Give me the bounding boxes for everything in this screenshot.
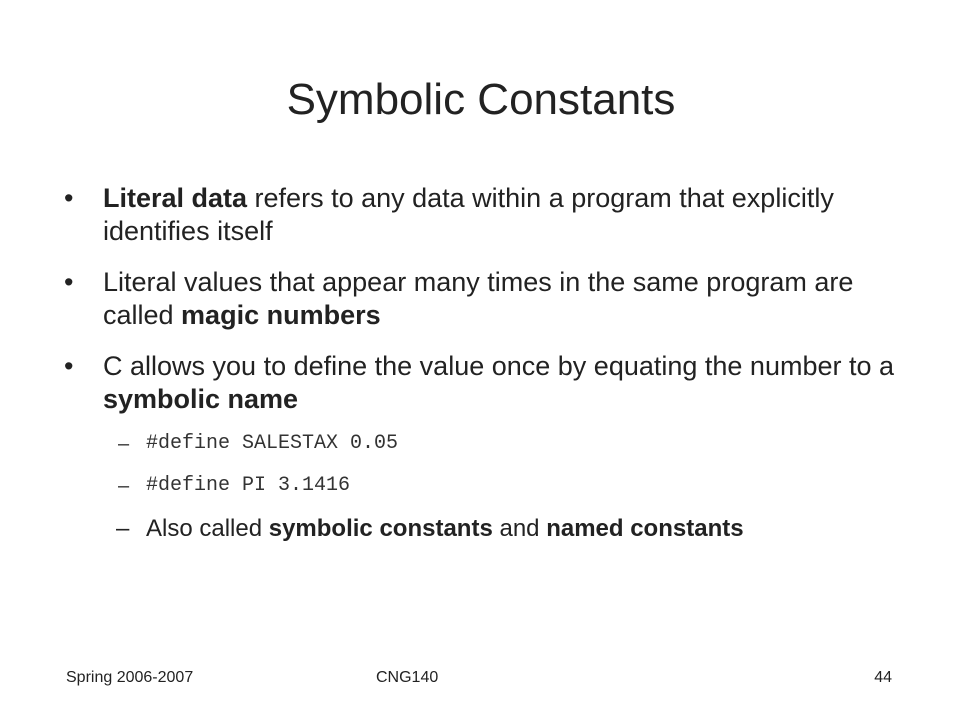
bullet-text: Literal values that appear many times in the same program are called <box>103 267 854 330</box>
bullet-term: magic numbers <box>181 300 381 330</box>
code-text: #define PI 3.1416 <box>146 474 351 497</box>
sub-bullet-dash: – <box>118 475 130 497</box>
sub-bullet-text: Also called <box>146 515 269 542</box>
bullet-marker: • <box>64 351 74 381</box>
footer-page-number: 44 <box>874 669 892 686</box>
sub-bullet-dash: – <box>116 515 130 542</box>
code-example-salestax <box>60 430 840 458</box>
sub-bullet-term: named constants <box>546 515 744 542</box>
bullet-term: Literal data <box>103 183 248 213</box>
sub-bullet-text: and <box>492 515 547 542</box>
bullet-symbolic-name <box>60 350 900 416</box>
footer-date: Spring 2006-2007 <box>66 669 194 686</box>
bullet-magic-numbers <box>60 266 900 332</box>
sub-bullet-list <box>60 430 840 544</box>
bullet-marker: • <box>64 183 74 213</box>
slide-title: Symbolic Constants <box>286 75 676 124</box>
sub-bullet-term: symbolic constants <box>268 515 493 542</box>
sub-bullet-dash: – <box>118 433 130 455</box>
bullet-list <box>60 182 900 434</box>
code-text: #define SALESTAX 0.05 <box>146 432 399 455</box>
bullet-text: C allows you to define the value once by equating the number to a <box>103 351 895 381</box>
bullet-term: symbolic name <box>103 384 299 414</box>
bullet-marker: • <box>64 267 74 297</box>
bullet-literal-data <box>60 182 900 248</box>
code-example-pi <box>60 472 840 500</box>
footer-course: CNG140 <box>376 669 439 686</box>
bullet-text: refers to any data within a program that explicitly identifies itself <box>103 183 834 246</box>
sub-bullet-also-called <box>60 514 840 544</box>
